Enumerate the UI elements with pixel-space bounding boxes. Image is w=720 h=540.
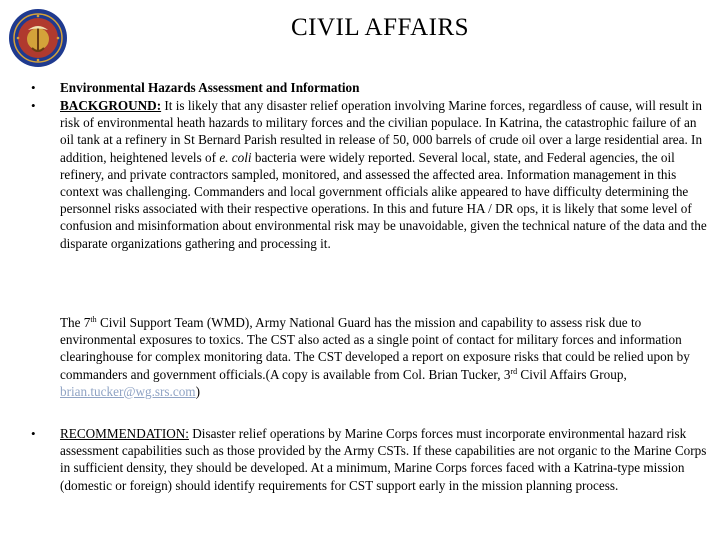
- email-link[interactable]: brian.tucker@wg.srs.com: [60, 383, 196, 399]
- background-paragraph: [60, 97, 708, 252]
- recommendation-paragraph: [60, 425, 708, 494]
- cst-text-d: ): [195, 383, 200, 399]
- bullet-marker: •: [31, 98, 36, 113]
- cst-text-b: Civil Support Team (WMD), Army National Guard has the mission and capability to assess risk due to environmental exposures to toxics. The CST also acted as a single point of contact for military forces and information clearinghouse for complex monitoring data. The CST developed a report on exposure risks that could be relied upon by commanders and government officials.(A copy is available from Col. Brian Tucker, 3: [60, 315, 690, 382]
- background-text-1: It is likely that any disaster relief operation involving Marine forces, regardless of cause, will result in risk of environmental heath hazards to military forces and the civilian populace. In Katrina, the catastrophic failure of an oil tank at a refinery in St Bernard Parish resulted in release of 50, 000 barrels of crude oil over a large residential area. In addition, heightened levels of: [60, 98, 703, 165]
- background-italic-term: e. coli: [219, 149, 252, 165]
- cst-sup-a: th: [90, 315, 97, 324]
- cst-text-a: The 7: [60, 315, 91, 330]
- bullet-marker: •: [31, 80, 36, 95]
- cst-paragraph: [60, 314, 708, 400]
- background-text-2: bacteria were widely reported. Several local, state, and Federal agencies, the oil refinery, and private contractors sampled, monitored, and assessed the affected area. Information management in this context was challenging. Commanders and local government officials alike appeared to have difficulty determining the personnel risks associated with their respective operations. In this and future HA / DR ops, it is likely that some level of confusion and misinformation about environmental risk may be unavoidable, given the technical nature of the data and the disparate organizations gathering and processing it.: [60, 149, 707, 251]
- bullet-marker: •: [31, 426, 36, 441]
- cst-text-c: Civil Affairs Group,: [517, 366, 627, 382]
- recommendation-lead: RECOMMENDATION:: [60, 426, 189, 441]
- cst-sup-b: rd: [510, 366, 518, 376]
- recommendation-text: Disaster relief operations by Marine Corps forces must incorporate environmental hazard risk assessment capabilities such as those provided by the Army CSTs. If these capabilities are not organic to the Marine Corps in sufficient density, they should be developed. At a minimum, Marine Corps forces faced with a Katrina-type mission (domestic or foreign) should identify requirements for CST support early in the mission planning process.: [60, 426, 707, 493]
- background-lead: BACKGROUND:: [60, 98, 162, 113]
- section-heading: Environmental Hazards Assessment and Information: [60, 80, 360, 95]
- page-title: CIVIL AFFAIRS: [290, 14, 470, 41]
